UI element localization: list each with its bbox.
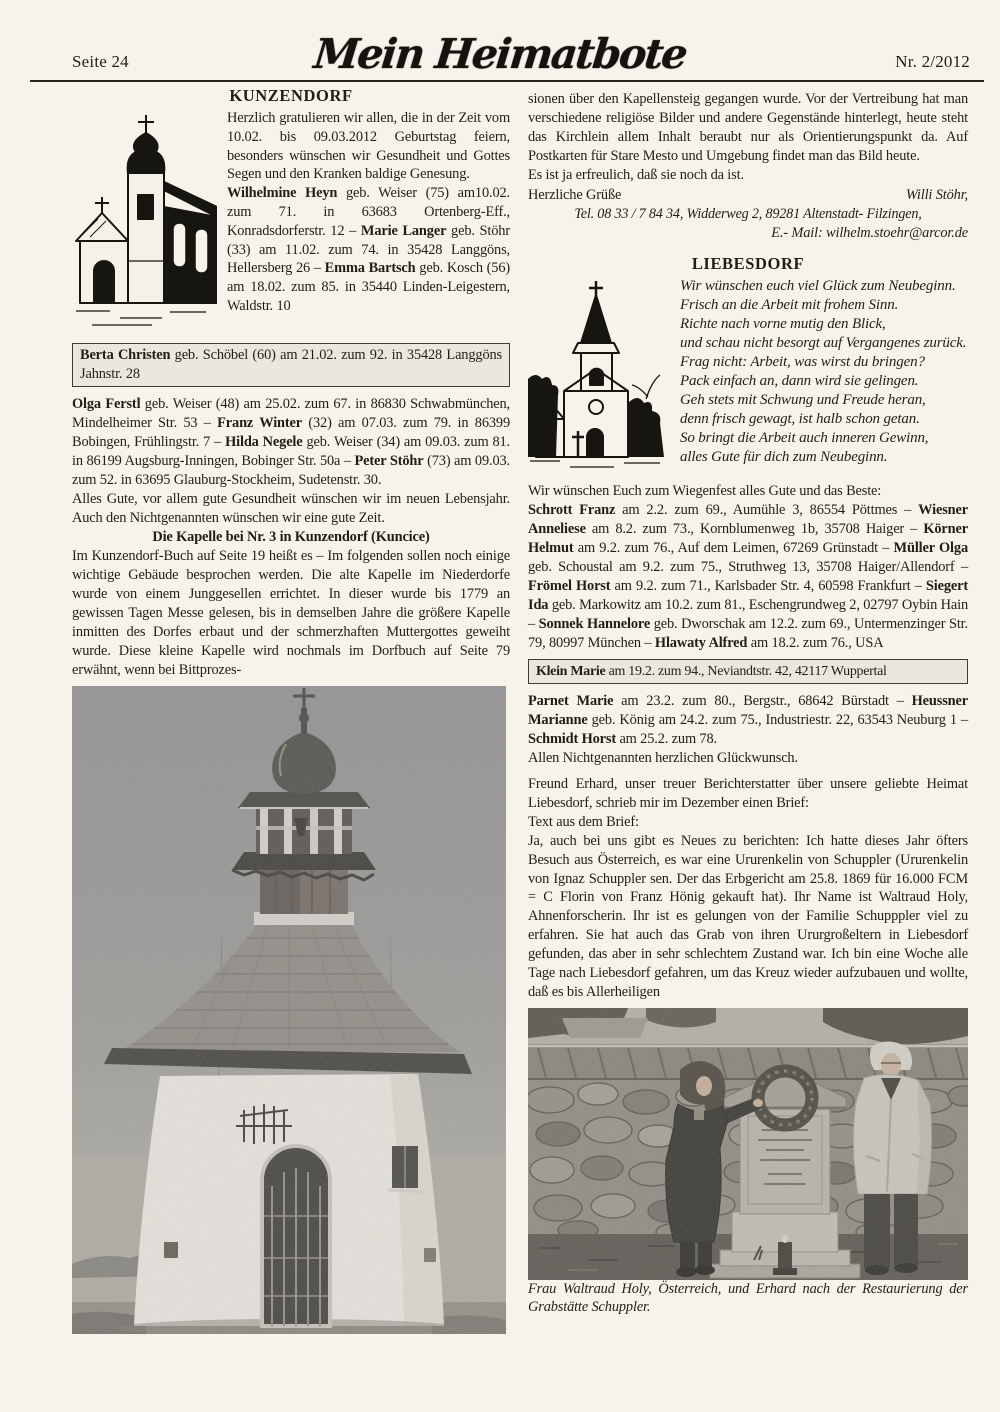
masthead-title: Mein Heimatbote bbox=[311, 30, 689, 78]
photo-caption: Frau Waltraud Holy, Österreich, und Erhard nach der Restaurierung der Grabstätte Schuppler. bbox=[528, 1280, 968, 1316]
wish-intro: Wir wünschen Euch zum Wiegenfest alles Gute und das Beste: bbox=[528, 483, 882, 499]
birthday-box-klein-marie: Klein Marie am 19.2. zum 94., Neviandtstr. 42, 42117 Wuppertal bbox=[528, 659, 968, 684]
kapelle-heading: Die Kapelle bei Nr. 3 in Kunzendorf (Kuncice) bbox=[152, 529, 430, 545]
liebesdorf-closing: Allen Nichtgenannten herzlichen Glückwunsch. bbox=[528, 750, 798, 766]
section-heading-liebesdorf: LIEBESDORF bbox=[691, 254, 805, 273]
letter-label: Text aus dem Brief: bbox=[528, 813, 639, 830]
email-line: E.- Mail: wilhelm.stoehr@arcor.de bbox=[771, 225, 968, 241]
page-number: Seite 24 bbox=[72, 52, 129, 71]
kapelle-continued-text: sionen über den Kapellensteig gegangen wurde. Vor der Vertreibung hat man verschiedene religiöse Bilder und andere Gegenstände hinterlegt, heute steht das Kirchlein allem Inhalt beraubt nur als Orientierungspunkt da. Auf Postkarten für Stare Mesto und Umgebung findet man das Bild heute. bbox=[528, 91, 968, 164]
letter-intro: Freund Erhard, unser treuer Berichterstatter über unsere geliebte Heimat Liebesdorf, schrieb mir im Dezember einen Brief: bbox=[528, 776, 968, 811]
letter-text: Ja, auch bei uns gibt es Neues zu berichten: Ich hatte dieses Jahr öfters Besuch aus Österreich, es war eine Ururenkelin von Schuppler (Ururenkelin von Ignaz Schuppler sen. Der das Erbgericht am 25.8. 1869 für 16.000 FCM = C Florin von Franz Hönig gekauft hat). Ihr Name ist Waltraud Holy, Ahnenforscherin. Ihr ist es gelungen von der Familie Schupppler viel zu erfahren. Sie hat auch das Grab von ihren Ururgroßeltern in Liebesdorf gefunden, das aber in sehr schlechtem Zustand war. Ich bin eine Woche alle Tage nach Liebesdorf gefahren, um das Kreuz wieder aufzubauen und wollte, daß es bis Allerheiligen bbox=[528, 832, 968, 1000]
kunzendorf-intro-block bbox=[72, 109, 510, 337]
chapel-photograph bbox=[72, 686, 506, 1334]
kapelle-text: Im Kunzendorf-Buch auf Seite 19 heißt es – Im folgenden sollen noch einige wichtige Gebäude besprochen werden. Die alte Kapelle im Niederdorfe wurde von einem Junggesellen errichtet. In dieser wurde bis 1779 an gewissen Tagen Messe gelesen, bis in demselben Jahre die größere Kapelle inmitten des Dorfes erbaut und der schmerzhaften Muttergottes geweiht wurde. Diese kleine Kapelle wird nochmals im Dorfbuch auf Seite 79 erwähnt, wenn bei Bittprozes- bbox=[72, 548, 510, 678]
kunzendorf-birthdays-2: Olga Ferstl geb. Weiser (48) am 25.02. zum 67. in 86830 Schwabmünchen, Mindelheimer Str. 53 – Franz Winter (32) am 07.03. zum 79. in 86399 Bobingen, Frühlingstr. 7 – Hilda Negele geb. Weiser (34) am 09.03. zum 81. in 86199 Augsburg-Inningen, Bobinger Str. 50a – Peter Stöhr (73) am 09.03. zum 52. in 63695 Glauburg-Stockheim, Sudetenstr. 30. bbox=[72, 396, 510, 488]
left-column bbox=[72, 86, 510, 1334]
liebesdorf-birthdays-2: Parnet Marie am 23.2. zum 80., Bergstr., 68642 Bürstadt – Heussner Marianne geb. König am 24.2. zum 75., Industriestr. 22, 63543 Neuburg 1 – Schmidt Horst am 25.2. zum 78. bbox=[528, 693, 968, 747]
right-column bbox=[528, 90, 968, 1317]
greeting: Herzliche Grüße bbox=[528, 187, 622, 203]
kunzendorf-closing: Alles Gute, vor allem gute Gesundheit wünschen wir im neuen Lebensjahr. Auch den Nichtgenannten wünschen wir eine gute Zeit. bbox=[72, 491, 510, 526]
header-rule bbox=[30, 80, 984, 82]
liebesdorf-church-illustration bbox=[528, 281, 665, 473]
grave-restoration-photograph bbox=[528, 1008, 968, 1280]
liebesdorf-poem-block bbox=[528, 277, 968, 477]
letter-block bbox=[528, 775, 968, 1002]
kunzendorf-intro: Herzlich gratulieren wir allen, die in der Zeit vom 10.02. bis 09.03.2012 Geburtstag feiern, besonders wünschen wir Gesundheit und Gottes Segen und den Kranken baldige Genesung. bbox=[227, 110, 510, 183]
section-heading-kunzendorf: KUNZENDORF bbox=[229, 86, 353, 105]
kunzendorf-birthdays: Wilhelmine Heyn geb. Weiser (75) am10.02. zum 71. in 63683 Ortenberg-Eff., Konradsdorferstr. 12 – Marie Langer geb. Stöhr (33) am 11.02. zum 74. in 35428 Langgöns, Hellersberg 26 – Emma Bartsch geb. Kosch (56) am 18.02. zum 85. in 35440 Linden-Leigestern, Waldstr. 10 bbox=[227, 185, 511, 314]
signature-row bbox=[528, 186, 968, 205]
issue-number: Nr. 2/2012 bbox=[895, 52, 970, 71]
contact-line: Tel. 08 33 / 7 84 34, Widderweg 2, 89281 Altenstadt- Filzingen, bbox=[574, 206, 922, 222]
kapelle-remark: Es ist ja erfreulich, daß sie noch da ist. bbox=[528, 167, 744, 183]
author-signature: Willi Stöhr, bbox=[905, 187, 968, 203]
birthday-box-berta-christen: Berta Christen geb. Schöbel (60) am 21.02. zum 92. in 35428 Langgöns Jahnstr. 28 bbox=[72, 343, 510, 387]
poem: Wir wünschen euch viel Glück zum Neubeginn. Frisch an die Arbeit mit frohem Sinn. Richte nach vorne mutig den Blick, und schau nicht besorgt auf Vergangenes zurück. Frag nicht: Arbeit, was wirst du bringen? Pack einfach an, dann wird sie gelingen. Geh stets mit Schwung und Freude heran, denn frisch gewagt, ist halb schon getan. So bringt die Arbeit auch inneren Gewinn, alles Gute für dich zum Neubeginn. bbox=[680, 278, 967, 465]
kunzendorf-church-illustration bbox=[72, 111, 217, 333]
liebesdorf-birthdays: Schrott Franz am 2.2. zum 69., Aumühle 3, 86554 Pöttmes – Wiesner Anneliese am 8.2. zum 73., Kornblumenweg 1b, 35708 Haiger – Körner Helmut am 9.2. zum 76., Auf dem Leimen, 67269 Grünstadt – Müller Olga geb. Schoustal am 9.2. zum 75., Struthweg 13, 35708 Haiger/Allendorf – Frömel Horst am 9.2. zum 71., Karlsbader Str. 4, 60598 Frankfurt – Siegert Ida geb. Markowitz am 10.2. zum 81., Eschengrundweg 2, 02797 Oybin Hain – Sonnek Hannelore geb. Dworschak am 12.2. zum 69., Untermenzinger Str. 79, 80997 München – Hlawaty Alfred am 18.2. zum 76., USA bbox=[528, 502, 968, 651]
